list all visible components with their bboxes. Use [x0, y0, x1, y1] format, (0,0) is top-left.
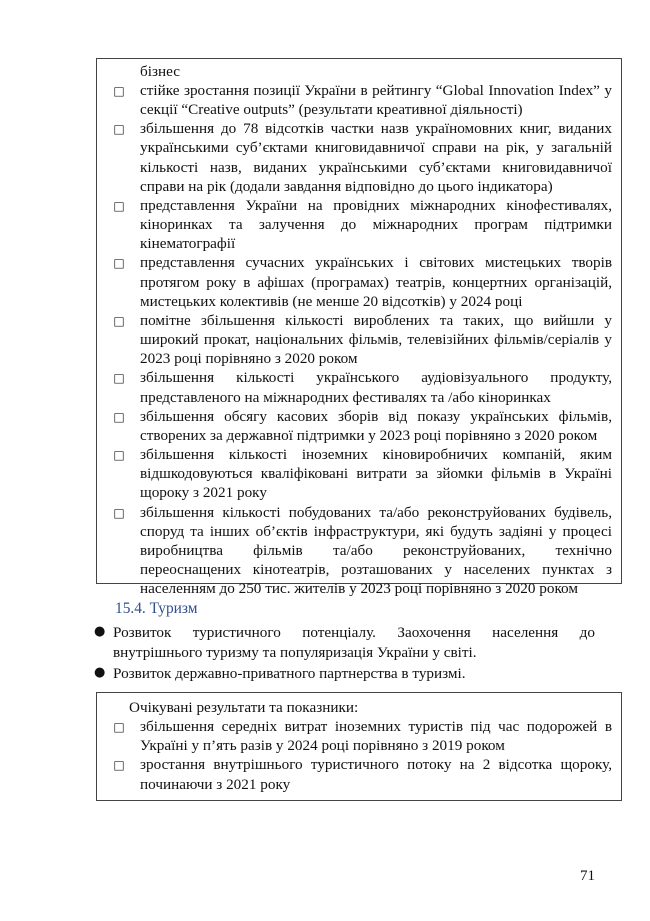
- checkbox-icon: □: [113, 505, 125, 520]
- checkbox-icon: □: [113, 122, 125, 137]
- result-item-line: представлення України на провідних міжнародних кінофестивалях,: [140, 196, 612, 214]
- result-item-line: збільшення середніх витрат іноземних туристів під час подорожей в: [140, 718, 612, 735]
- result-item-line: Україні у п’ять разів у 2024 році порівняно з 2019 роком: [140, 737, 505, 755]
- bullet-line: Розвиток туристичного потенціалу. Заохочення населення до: [113, 624, 595, 641]
- result-item-line: представлення сучасних українських і світових мистецьких творів: [140, 254, 612, 272]
- bullet-icon: ●: [94, 624, 106, 639]
- result-item-line: зростання внутрішнього туристичного потоку на 2 відсотка щороку,: [140, 756, 612, 774]
- result-item-line: кінематографії: [140, 235, 236, 253]
- result-item-line: збільшення обсягу касових зборів від показу українських фільмів,: [140, 407, 612, 425]
- result-item-line: секції “Creative outputs” (результати креативної діяльності): [140, 101, 523, 119]
- result-item-line: українськими суб’єктами книговидавничої справи на рік, у загальній: [140, 139, 612, 157]
- checkbox-icon: □: [113, 256, 125, 271]
- result-item-line: щороку з 2021 року: [140, 484, 267, 502]
- result-item-line: населенням до 250 тис. жителів у 2023 році порівняно з 2020 роком: [140, 580, 578, 598]
- result-item-line: відшкодовуються кваліфіковані витрати за зйомки фільмів в Україні: [140, 465, 612, 483]
- result-item-line: справи на рік (додали завдання відповідно до цього індикатора): [140, 177, 553, 195]
- result-item-line: створених за державної підтримки у 2023 році порівняно з 2020 роком: [140, 426, 598, 444]
- bullet-icon: ●: [94, 665, 106, 680]
- result-item-line: протягом року в афішах (програмах) театрів, концертних організацій,: [140, 273, 612, 291]
- result-item-line: збільшення кількості іноземних кіновиробничих компаній, яким: [140, 446, 612, 464]
- checkbox-icon: □: [113, 758, 125, 773]
- result-item-line: стійке зростання позиції України в рейтингу “Global Innovation Index” у: [140, 82, 612, 99]
- result-item-line: помітне збільшення кількості вироблених та таких, що вийшли у: [140, 311, 612, 329]
- bullet-line: внутрішнього туризму та популяризація України у світі.: [113, 644, 477, 661]
- result-item-line: широкий прокат, національних фільмів, телевізійних фільмів/серіалів у: [140, 331, 612, 349]
- checkbox-icon: □: [113, 720, 125, 734]
- result-item-line: мистецьких колективів (не менше 20 відсотків) у 2024 році: [140, 292, 523, 310]
- checkbox-icon: □: [113, 84, 125, 98]
- result-item-line: збільшення до 78 відсотків частки назв україномовних книг, виданих: [140, 120, 612, 138]
- result-item-line: переоснащених кінотеатрів, розташованих у населених пунктах з: [140, 561, 612, 578]
- result-item-line: починаючи з 2021 року: [140, 775, 291, 793]
- section-heading: 15.4. Туризм: [115, 600, 198, 617]
- result-item-line: кількості назв, виданих українськими суб’єктами книговидавничої: [140, 158, 612, 176]
- result-item-line: збільшення кількості побудованих та/або реконструйованих будівель,: [140, 503, 612, 521]
- result-item-line: кіноринках та залучення до міжнародних програм підтримки: [140, 216, 612, 234]
- result-item-line: споруд та інших об’єктів інфраструктури, які будуть задіяні у процесі: [140, 522, 612, 540]
- result-item-line: представленого на міжнародних фестивалях та /або кіноринках: [140, 388, 551, 406]
- expected-results-heading: Очікувані результати та показники:: [129, 699, 359, 716]
- continuation-text: бізнес: [140, 63, 180, 80]
- checkbox-icon: □: [113, 313, 125, 328]
- checkbox-icon: □: [113, 448, 125, 463]
- checkbox-icon: □: [113, 409, 125, 424]
- bullet-line: Розвиток державно-приватного партнерства в туризмі.: [113, 665, 466, 682]
- page-number: 71: [580, 868, 595, 884]
- result-item-line: збільшення кількості українського аудіовізуального продукту,: [140, 369, 612, 387]
- checkbox-icon: □: [113, 198, 125, 213]
- result-item-line: 2023 році порівняно з 2020 роком: [140, 350, 358, 368]
- checkbox-icon: □: [113, 371, 125, 386]
- result-item-line: виробництва фільмів та/або реконструйованих, технічно: [140, 541, 612, 559]
